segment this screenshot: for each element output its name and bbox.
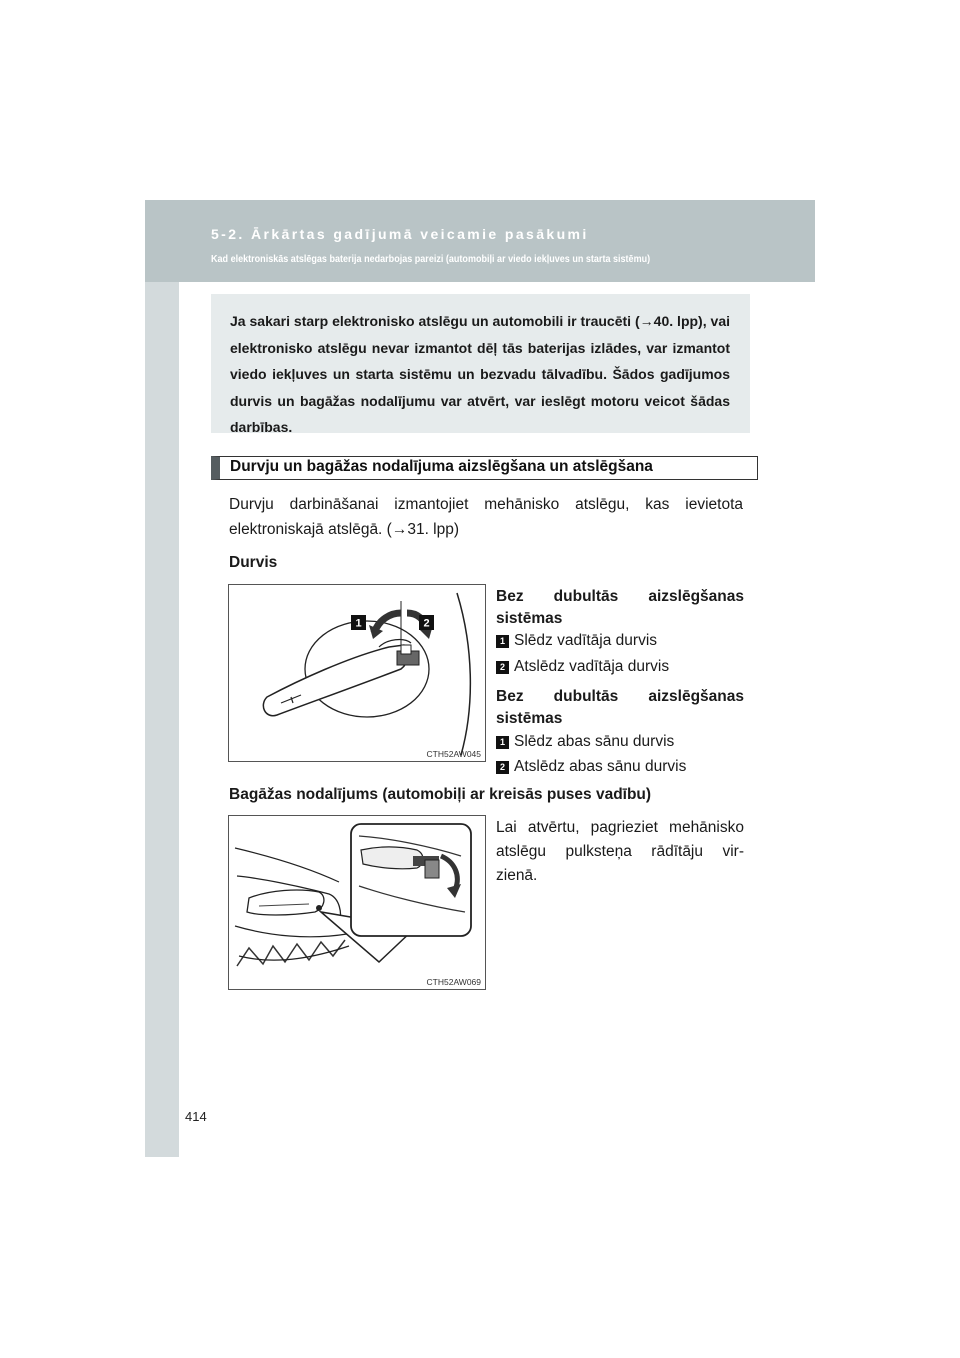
section-heading-text: Durvju un bagāžas nodalījuma aizslēgšana un atslēgšana (230, 458, 653, 475)
item-text: Slēdz abas sānu durvis (514, 733, 675, 750)
section-body: Durvju darbināšanai izmantojiet mehānisko atslēgu, kas ievietota elektroniskajā atslēgā. (→31. lpp) (229, 496, 743, 538)
num-badge: 1 (496, 635, 509, 648)
intro-box (211, 294, 750, 433)
figure-label-2: 2 (423, 617, 430, 630)
trunk-text-line-2: atslēgu pulksteņa rādītāju vir- (496, 843, 744, 860)
trunk-heading: Bagāžas nodalījums (automobiļi ar kreisās puses vadību) (229, 786, 652, 803)
group2-item-2 (496, 756, 686, 778)
door-handle-illustration (229, 585, 485, 761)
item-text: Atslēdz abas sānu durvis (514, 758, 687, 775)
figure-label-1: 1 (355, 617, 362, 630)
trunk-figure (228, 815, 486, 990)
num-badge: 2 (496, 761, 509, 774)
num-badge: 2 (496, 661, 509, 674)
item-text: Atslēdz vadītāja durvis (514, 658, 670, 675)
num-badge: 1 (496, 736, 509, 749)
group2-title-cont: sistēmas (496, 710, 563, 727)
figure-code: CTH52AW045 (426, 749, 481, 759)
intro-text: Ja sakari starp elektronisko atslēgu un automobili ir traucēti (→40. lpp), vai elektronisko atslēgu nevar izmantot dēļ tās baterijas izlādes, var izmantot viedo iekļuves un starta sistēmu un bezvadu tālvadību. Šādos gadījumos durvis un bagāžas nodalījumu var atvērt, var ieslēgt motoru veicot šādas darbības. (230, 313, 730, 435)
sidebar-strip (145, 200, 179, 1157)
chapter-subtitle: Kad elektroniskās atslēgas baterija nedarbojas pareizi (automobiļi ar viedo iekļuves un starta sistēmu) (211, 253, 651, 265)
figure-code: CTH52AW069 (426, 977, 481, 987)
group1-title: Bez dubultās aizslēgšanas (496, 588, 744, 605)
group1-item-1 (496, 630, 657, 652)
group2-item-1 (496, 731, 674, 753)
group1-item-2 (496, 656, 669, 678)
page-number: 414 (185, 1109, 207, 1124)
group2-title: Bez dubultās aizslēgšanas (496, 688, 744, 705)
trunk-text-line-1: Lai atvērtu, pagrieziet mehānisko (496, 819, 744, 836)
chapter-title: 5-2. Ārkārtas gadījumā veicamie pasākumi (211, 226, 589, 242)
page-header (145, 200, 815, 282)
trunk-illustration (229, 816, 485, 989)
item-text: Slēdz vadītāja durvis (514, 632, 658, 649)
trunk-text-line-3: zienā. (496, 867, 538, 884)
group1-title-cont: sistēmas (496, 610, 563, 627)
door-handle-figure (228, 584, 486, 762)
section-heading (211, 456, 758, 480)
doors-heading: Durvis (229, 554, 278, 571)
